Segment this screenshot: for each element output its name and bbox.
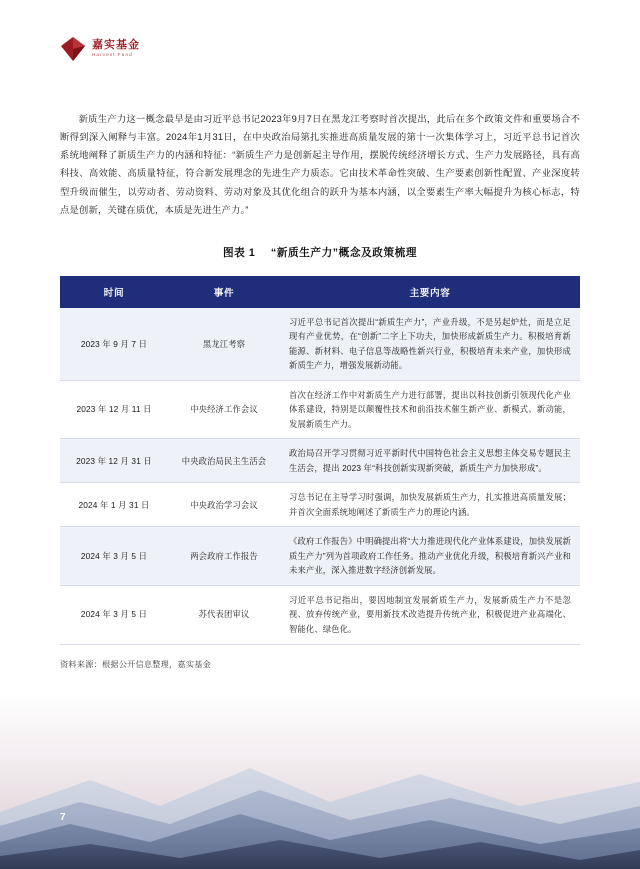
table-header-row [60, 276, 580, 308]
table-row [60, 483, 580, 527]
table-header [60, 276, 580, 308]
cell-event: 苏代表团审议 [168, 585, 280, 644]
cell-content: 习总书记在主导学习时强调，加快发展新质生产力，扎实推进高质量发展；并首次全面系统地阐述了新质生产力的理论内涵。 [280, 483, 580, 527]
cell-time: 2023 年 9 月 7 日 [60, 308, 168, 381]
document-content [60, 110, 580, 670]
cell-time: 2023 年 12 月 31 日 [60, 439, 168, 483]
cell-content: 首次在经济工作中对新质生产力进行部署，提出以科技创新引领现代化产业体系建设，特别是以颠覆性技术和前沿技术催生新产业、新模式、新动能，发展新质生产力。 [280, 380, 580, 439]
cell-time: 2024 年 3 月 5 日 [60, 527, 168, 586]
table-row [60, 585, 580, 644]
cell-event: 中央经济工作会议 [168, 380, 280, 439]
cell-time: 2023 年 12 月 11 日 [60, 380, 168, 439]
column-header-event: 事件 [168, 276, 280, 308]
cell-event: 黑龙江考察 [168, 308, 280, 381]
cell-content: 习近平总书记指出，要因地制宜发展新质生产力，发展新质生产力不是忽视、放弃传统产业，要用新技术改造提升传统产业，积极促进产业高端化、智能化、绿色化。 [280, 585, 580, 644]
figure-title [60, 245, 580, 260]
column-header-content: 主要内容 [280, 276, 580, 308]
cell-time: 2024 年 1 月 31 日 [60, 483, 168, 527]
harvest-diamond-icon [60, 36, 86, 62]
policy-table [60, 276, 580, 645]
body-paragraph: 新质生产力这一概念最早是由习近平总书记2023年9月7日在黑龙江考察时首次提出，此后在多个政策文件和重要场合不断得到深入阐释与丰富。2024年1月31日，在中央政治局第扎实推进高质量发展的第十一次集体学习上，习近平总书记首次系统地阐释了新质生产力的内涵和特征：“新质生产力是创新起主导作用，摆脱传统经济增长方式、生产力发展路径，具有高科技、高效能、高质量特征，符合新发展理念的先进生产力质态。它由技术革命性突破、生产要素创新性配置、产业深度转型升级而催生，以劳动者、劳动资料、劳动对象及其优化组合的跃升为基本内涵，以全要素生产率大幅提升为核心标志，特点是创新，关键在质优，本质是先进生产力。” [60, 114, 580, 215]
table-row [60, 439, 580, 483]
cell-event: 中央政治局民主生活会 [168, 439, 280, 483]
brand-name-en: Harvest Fund [92, 52, 133, 58]
column-header-time: 时间 [60, 276, 168, 308]
cell-content: 政治局召开学习贯彻习近平新时代中国特色社会主义思想主体交易专题民主生活会，提出 2023 年“科技创新实现新突破，新质生产力加快形成”。 [280, 439, 580, 483]
figure-caption: “新质生产力”概念及政策梳理 [270, 246, 418, 259]
cell-content: 习近平总书记首次提出“新质生产力”，产业升级，不是另起炉灶，而是立足现有产业优势，在“创新”二字上下功夫，加快形成新质生产力。积极培育新能源、新材料、电子信息等战略性新兴行业，积极培育未来产业，加快形成新质生产力，增强发展新动能。 [280, 308, 580, 381]
brand-name-cn: 嘉实基金 [92, 39, 140, 52]
cell-event: 两会政府工作报告 [168, 527, 280, 586]
figure-number: 图表 1 [222, 246, 256, 259]
table-row [60, 308, 580, 381]
table-row [60, 380, 580, 439]
table-body [60, 308, 580, 644]
brand-logo [60, 36, 140, 62]
page-number: 7 [60, 812, 66, 823]
table-row [60, 527, 580, 586]
cell-event: 中央政治学习会议 [168, 483, 280, 527]
cell-time: 2024 年 3 月 5 日 [60, 585, 168, 644]
figure-source: 资料来源：根据公开信息整理，嘉实基金 [60, 659, 211, 669]
decorative-mountain-band [0, 694, 640, 869]
cell-content: 《政府工作报告》中明确提出将“大力推进现代化产业体系建设，加快发展新质生产力”列为首项政府工作任务。推动产业优化升级，积极培育新兴产业和未来产业，深入推进数字经济创新发展。 [280, 527, 580, 586]
